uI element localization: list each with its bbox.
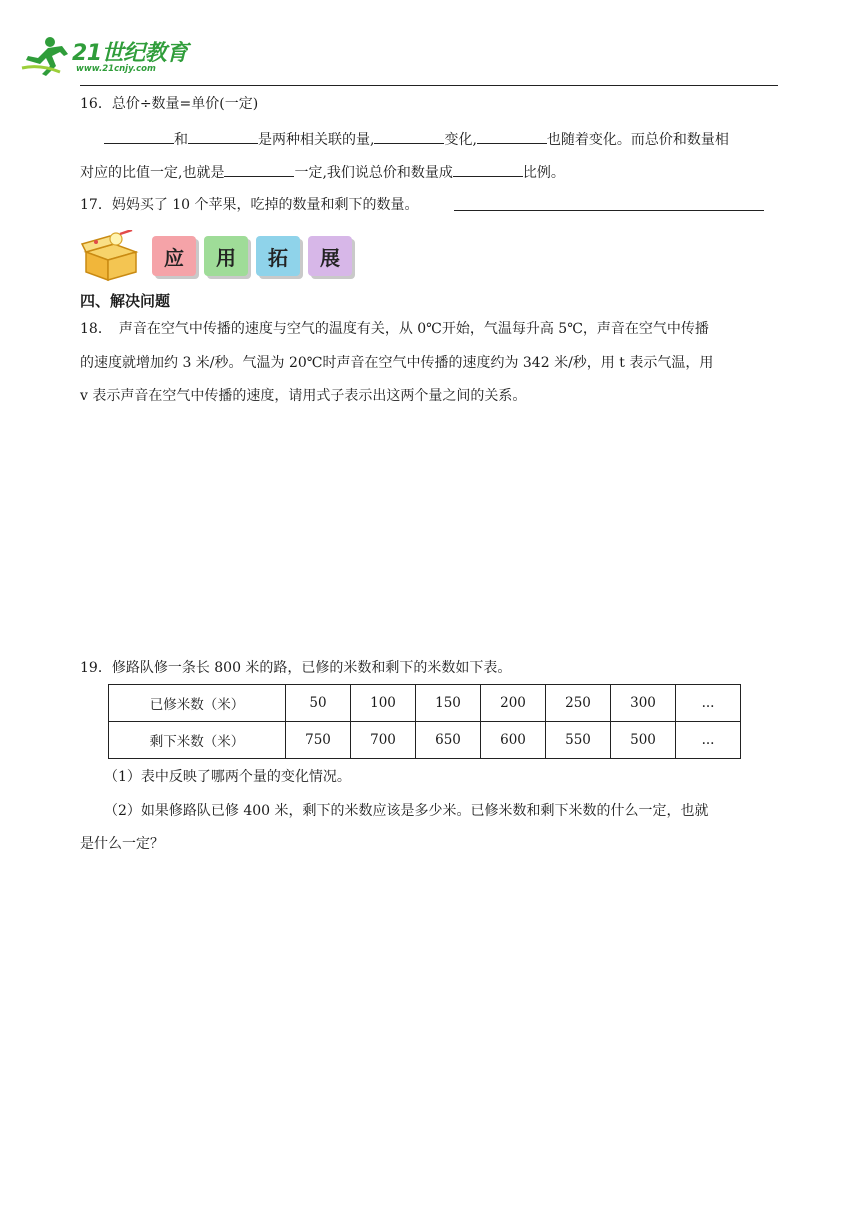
banner-tile-2: 用	[204, 236, 248, 276]
q19-sub2-line1: （2）如果修路队已修 400 米，剩下的米数应该是多少米。已修米数和剩下米数的什么一定，也就	[104, 803, 709, 819]
blank-2[interactable]	[188, 128, 258, 144]
table-cell: 600	[481, 722, 546, 759]
q16-line2-b: 一定,我们说总价和数量成	[294, 165, 453, 181]
q17-answer-blank[interactable]	[454, 210, 764, 211]
table-cell: 100	[351, 685, 416, 722]
blank-1[interactable]	[104, 128, 174, 144]
q18-line2: 的速度就增加约 3 米/秒。气温为 20℃时声音在空气中传播的速度约为 342 米/秒，用 t 表示气温，用	[80, 355, 714, 371]
q19-sub2-line2: 是什么一定？	[80, 836, 164, 852]
q19-intro: 19．修路队修一条长 800 米的路，已修的米数和剩下的米数如下表。	[80, 660, 512, 676]
section-title: 四、解决问题	[80, 292, 171, 310]
header-divider	[80, 85, 778, 86]
table-cell: 300	[611, 685, 676, 722]
table-cell: 500	[611, 722, 676, 759]
banner-tile-4: 展	[308, 236, 352, 276]
q16-line2-a: 对应的比值一定,也就是	[80, 165, 225, 181]
blank-5[interactable]	[224, 161, 294, 177]
q16-line1-c: 变化,	[444, 132, 477, 148]
table-cell: 700	[351, 722, 416, 759]
table-row-head: 已修米数（米）	[109, 685, 286, 722]
q16-line1-d: 也随着变化。而总价和数量相	[546, 132, 729, 148]
blank-6[interactable]	[453, 161, 523, 177]
table-cell: ...	[676, 722, 741, 759]
table-row-head: 剩下米数（米）	[109, 722, 286, 759]
table-cell: 250	[546, 685, 611, 722]
blank-4[interactable]	[477, 128, 547, 144]
site-logo	[20, 34, 190, 80]
q16-title: 16．总价÷数量=单价(一定)	[80, 96, 259, 112]
q18-line3: v 表示声音在空气中传播的速度，请用式子表示出这两个量之间的关系。	[80, 388, 527, 404]
banner-tile-1: 应	[152, 236, 196, 276]
table-cell: 650	[416, 722, 481, 759]
table-cell: 50	[286, 685, 351, 722]
section-banner	[80, 230, 370, 282]
logo-url: www.21cnjy.com	[76, 64, 156, 74]
q16-line1	[104, 128, 729, 150]
table-cell: 150	[416, 685, 481, 722]
runner-logo-icon	[20, 34, 72, 78]
q19-sub1: （1）表中反映了哪两个量的变化情况。	[104, 769, 351, 785]
q17-text: 17．妈妈买了 10 个苹果，吃掉的数量和剩下的数量。	[80, 197, 419, 213]
table-row	[109, 722, 741, 759]
banner-tile-3: 拓	[256, 236, 300, 276]
q16-line1-b: 是两种相关联的量,	[258, 132, 375, 148]
table-cell: ...	[676, 685, 741, 722]
q16-line1-a: 和	[174, 132, 188, 148]
q16-line2	[80, 161, 565, 183]
logo-text: 21世纪教育	[72, 41, 188, 66]
blank-3[interactable]	[374, 128, 444, 144]
table-cell: 200	[481, 685, 546, 722]
q16-line2-c: 比例。	[522, 165, 565, 181]
table-cell: 750	[286, 722, 351, 759]
treasure-box-icon	[80, 230, 142, 282]
data-table	[108, 684, 741, 759]
table-row	[109, 685, 741, 722]
q18-line1: 18． 声音在空气中传播的速度与空气的温度有关，从 0℃开始，气温每升高 5℃，声音在空气中传播	[80, 321, 709, 337]
table-cell: 550	[546, 722, 611, 759]
q17	[80, 195, 419, 215]
